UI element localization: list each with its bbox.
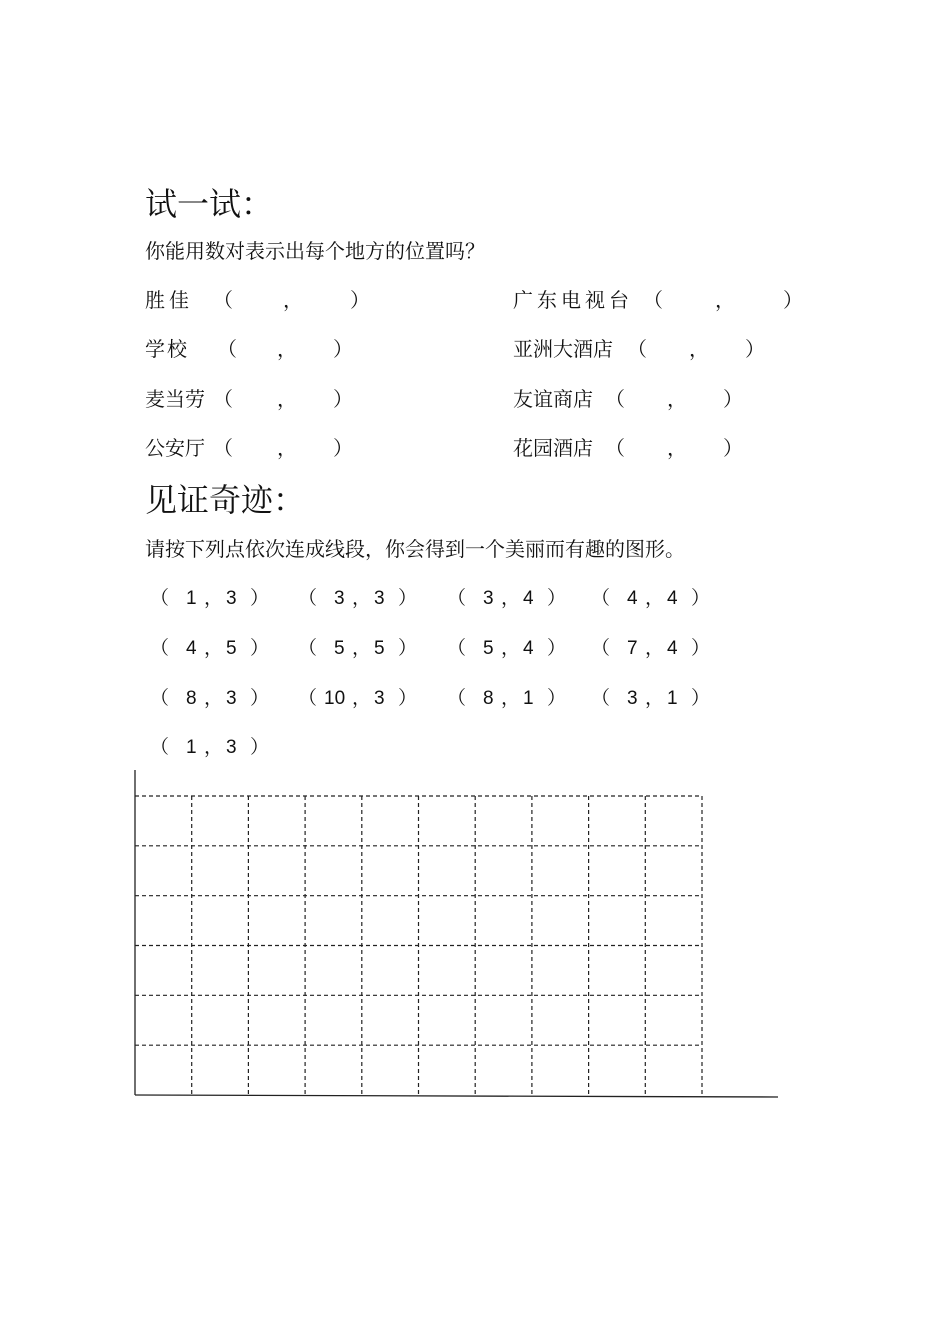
place-comma: ， xyxy=(667,387,687,411)
section2-instruction: 请按下列点依次连成线段，你会得到一个美丽而有趣的图形。 xyxy=(145,537,685,561)
point-close-paren: ） xyxy=(398,688,418,709)
place-name: 友谊商店 xyxy=(513,387,593,411)
point-close-paren: ） xyxy=(691,688,711,709)
point-y: 3 xyxy=(226,737,237,758)
point-y: 3 xyxy=(226,588,237,609)
point-x: 3 xyxy=(334,588,345,609)
point-comma: ， xyxy=(204,638,224,659)
point-x: 4 xyxy=(627,588,638,609)
point-comma: ， xyxy=(204,737,224,758)
point-open-paren: （ xyxy=(591,638,611,659)
place-close-paren: ） xyxy=(745,337,765,361)
place-close-paren: ） xyxy=(350,288,370,312)
point-close-paren: ） xyxy=(398,638,418,659)
section2-title: 见证奇迹： xyxy=(145,481,306,519)
place-open-paren: （ xyxy=(217,337,237,361)
place-comma: ， xyxy=(715,288,735,312)
point-comma: ， xyxy=(352,588,372,609)
point-open-paren: （ xyxy=(150,638,170,659)
point-comma: ， xyxy=(352,638,372,659)
point-close-paren: ） xyxy=(398,588,418,609)
point-x: 1 xyxy=(186,588,197,609)
point-close-paren: ） xyxy=(691,638,711,659)
point-open-paren: （ xyxy=(591,688,611,709)
point-open-paren: （ xyxy=(150,588,170,609)
place-comma: ， xyxy=(277,337,297,361)
point-x: 8 xyxy=(186,688,197,709)
place-comma: ， xyxy=(277,387,297,411)
section1-instruction: 你能用数对表示出每个地方的位置吗？ xyxy=(145,239,485,263)
place-name: 广东电视台 xyxy=(513,288,633,312)
point-y: 3 xyxy=(226,688,237,709)
place-open-paren: （ xyxy=(627,337,647,361)
point-close-paren: ） xyxy=(547,688,567,709)
point-x: 10 xyxy=(324,688,346,709)
point-comma: ， xyxy=(645,688,665,709)
point-y: 3 xyxy=(374,688,385,709)
point-y: 4 xyxy=(667,588,678,609)
point-x: 7 xyxy=(627,638,638,659)
place-comma: ， xyxy=(283,288,303,312)
place-open-paren: （ xyxy=(213,288,233,312)
point-close-paren: ） xyxy=(547,638,567,659)
point-x: 4 xyxy=(186,638,197,659)
place-close-paren: ） xyxy=(333,387,353,411)
point-open-paren: （ xyxy=(150,737,170,758)
point-x: 3 xyxy=(627,688,638,709)
point-comma: ， xyxy=(204,688,224,709)
point-open-paren: （ xyxy=(298,588,318,609)
point-comma: ， xyxy=(352,688,372,709)
point-y: 4 xyxy=(523,588,534,609)
point-x: 1 xyxy=(186,737,197,758)
place-name: 亚洲大酒店 xyxy=(513,337,613,361)
point-comma: ， xyxy=(501,588,521,609)
place-name: 公安厅 xyxy=(145,436,205,460)
place-name: 花园酒店 xyxy=(513,436,593,460)
point-comma: ， xyxy=(501,688,521,709)
x-axis-line xyxy=(135,1095,778,1097)
place-comma: ， xyxy=(689,337,709,361)
point-close-paren: ） xyxy=(250,638,270,659)
place-open-paren: （ xyxy=(213,436,233,460)
point-open-paren: （ xyxy=(591,588,611,609)
point-open-paren: （ xyxy=(447,638,467,659)
point-y: 4 xyxy=(667,638,678,659)
place-open-paren: （ xyxy=(643,288,663,312)
place-open-paren: （ xyxy=(605,436,625,460)
point-open-paren: （ xyxy=(150,688,170,709)
place-close-paren: ） xyxy=(333,337,353,361)
point-y: 1 xyxy=(667,688,678,709)
point-y: 3 xyxy=(374,588,385,609)
place-close-paren: ） xyxy=(783,288,803,312)
point-x: 5 xyxy=(483,638,494,659)
point-x: 3 xyxy=(483,588,494,609)
place-open-paren: （ xyxy=(213,387,233,411)
point-open-paren: （ xyxy=(298,688,318,709)
point-open-paren: （ xyxy=(447,588,467,609)
place-close-paren: ） xyxy=(723,387,743,411)
point-open-paren: （ xyxy=(447,688,467,709)
point-open-paren: （ xyxy=(298,638,318,659)
place-name: 学校 xyxy=(145,337,189,361)
point-y: 4 xyxy=(523,638,534,659)
point-y: 5 xyxy=(374,638,385,659)
point-comma: ， xyxy=(501,638,521,659)
point-comma: ， xyxy=(645,588,665,609)
place-name: 麦当劳 xyxy=(145,387,205,411)
section1-title: 试一试： xyxy=(145,185,274,223)
point-close-paren: ） xyxy=(250,688,270,709)
point-y: 5 xyxy=(226,638,237,659)
point-x: 5 xyxy=(334,638,345,659)
point-comma: ， xyxy=(204,588,224,609)
place-close-paren: ） xyxy=(723,436,743,460)
place-name: 胜佳 xyxy=(145,288,193,312)
point-close-paren: ） xyxy=(547,588,567,609)
place-close-paren: ） xyxy=(333,436,353,460)
place-open-paren: （ xyxy=(605,387,625,411)
place-comma: ， xyxy=(277,436,297,460)
point-close-paren: ） xyxy=(250,737,270,758)
place-comma: ， xyxy=(667,436,687,460)
point-comma: ， xyxy=(645,638,665,659)
point-y: 1 xyxy=(523,688,534,709)
point-x: 8 xyxy=(483,688,494,709)
point-close-paren: ） xyxy=(691,588,711,609)
point-close-paren: ） xyxy=(250,588,270,609)
